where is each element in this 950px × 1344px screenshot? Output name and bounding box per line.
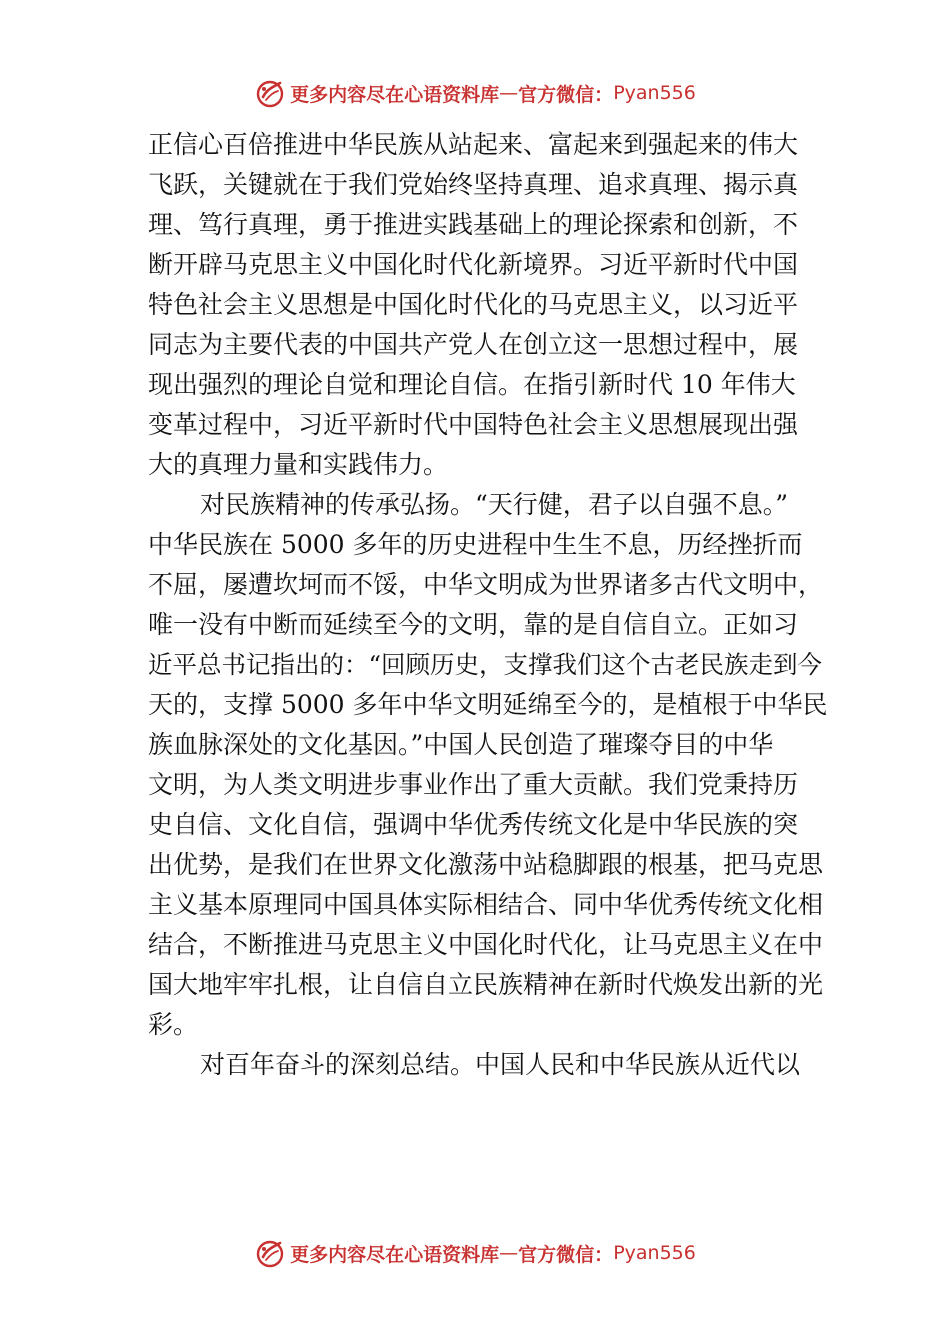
text-line: 彩。 xyxy=(148,1010,199,1039)
text-line: 飞跃，关键就在于我们党始终坚持真理、追求真理、揭示真 xyxy=(148,170,799,199)
text-line: 唯一没有中断而延续至今的文明，靠的是自信自立。正如习 xyxy=(148,610,799,639)
text-line: 近平总书记指出的：“回顾历史，支撑我们这个古老民族走到今 xyxy=(148,650,823,679)
text-line: 正信心百倍推进中华民族从站起来、富起来到强起来的伟大 xyxy=(148,130,799,159)
text-line: 断开辟马克思主义中国化时代化新境界。习近平新时代中国 xyxy=(148,250,799,279)
text-line: 史自信、文化自信，强调中华优秀传统文化是中华民族的突 xyxy=(148,810,799,839)
text-line: 不屈，屡遭坎坷而不馁，中华文明成为世界诸多古代文明中， xyxy=(148,570,824,599)
text-line: 变革过程中，习近平新时代中国特色社会主义思想展现出强 xyxy=(148,410,799,439)
footer-wechat-id: Pyan556 xyxy=(613,1242,696,1264)
footer-banner xyxy=(0,1233,950,1273)
brand-logo-icon xyxy=(254,77,286,109)
text-line: 主义基本原理同中国具体实际相结合、同中华优秀传统文化相 xyxy=(148,890,824,919)
header-title: 更多内容尽在心语资料库 xyxy=(290,83,500,106)
text-line: 大的真理力量和实践伟力。 xyxy=(148,450,449,479)
paragraph-start-line: 对百年奋斗的深刻总结。中国人民和中华民族从近代以 xyxy=(200,1050,801,1079)
text-line: 同志为主要代表的中国共产党人在创立这一思想过程中，展 xyxy=(148,330,799,359)
text-line: 特色社会主义思想是中国化时代化的马克思主义，以习近平 xyxy=(148,290,799,319)
header-separator: — xyxy=(499,82,519,104)
text-line: 国大地牢牢扎根，让自信自立民族精神在新时代焕发出新的光 xyxy=(148,970,824,999)
text-line: 中华民族在 5000 多年的历史进程中生生不息，历经挫折而 xyxy=(148,530,803,559)
text-line: 出优势，是我们在世界文化激荡中站稳脚跟的根基，把马克思 xyxy=(148,850,824,879)
text-line: 文明，为人类文明进步事业作出了重大贡献。我们党秉持历 xyxy=(148,770,799,799)
footer-wechat-label: 官方微信： xyxy=(518,1243,614,1266)
footer-title: 更多内容尽在心语资料库 xyxy=(290,1243,500,1266)
header-banner xyxy=(0,73,950,113)
paragraph-start-line: 对民族精神的传承弘扬。“天行健，君子以自强不息。” xyxy=(200,490,789,519)
text-line: 结合，不断推进马克思主义中国化时代化，让马克思主义在中 xyxy=(148,930,824,959)
header-wechat-label: 官方微信： xyxy=(518,83,614,106)
text-line: 族血脉深处的文化基因。”中国人民创造了璀璨夺目的中华 xyxy=(148,730,774,759)
footer-separator: — xyxy=(499,1242,519,1264)
text-line: 现出强烈的理论自觉和理论自信。在指引新时代 10 年伟大 xyxy=(148,370,796,399)
text-line: 天的，支撑 5000 多年中华文明延绵至今的，是植根于中华民 xyxy=(148,690,828,719)
header-wechat-id: Pyan556 xyxy=(613,82,696,104)
brand-logo-icon xyxy=(254,1237,286,1269)
text-line: 理、笃行真理，勇于推进实践基础上的理论探索和创新，不 xyxy=(148,210,799,239)
document-body xyxy=(148,125,828,1085)
